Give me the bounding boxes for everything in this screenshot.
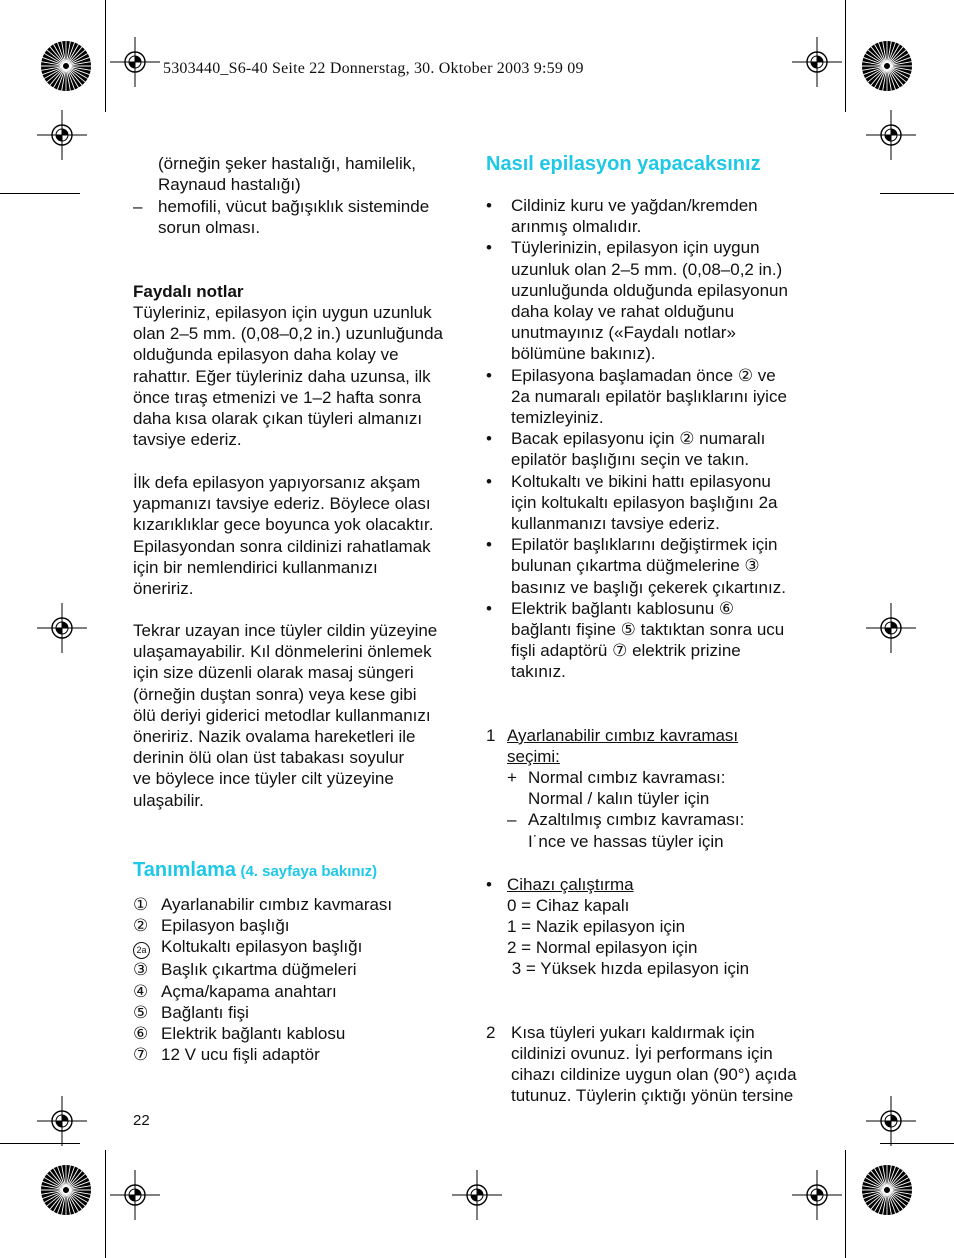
trim-line-right — [845, 0, 846, 112]
part-number: 2a — [133, 936, 161, 959]
registration-mark — [110, 37, 160, 87]
part-number: ⑤ — [133, 1002, 149, 1022]
intro-line: hemofili, vücut bağışıklık sisteminde — [158, 197, 430, 216]
description-page-ref: (4. sayfaya bakınız) — [240, 863, 378, 880]
step-2-line: cihazı cildinize uygun olan (90°) açıda — [511, 1065, 797, 1084]
print-slug-header: 5303440_S6-40 Seite 22 Donnerstag, 30. Oktober 2003 9:59 09 — [163, 60, 584, 77]
page-number: 22 — [133, 1112, 150, 1129]
step-2-line: cildinizi ovunuz. İyi performans için — [511, 1044, 773, 1063]
paragraph-line: Epilasyondan sonra cildinizi rahatlamak — [133, 536, 431, 556]
part-label: 12 V ucu fişli adaptör — [161, 1045, 320, 1065]
registration-mark — [37, 603, 87, 653]
bullet-line: Cildiniz kuru ve yağdan/kremden — [511, 196, 758, 215]
part-item — [133, 1023, 392, 1044]
registration-mark — [452, 1170, 502, 1220]
bullet-line: Koltukaltı ve bikini hattı epilasyonu — [511, 471, 771, 491]
notes-paragraph-2 — [133, 472, 433, 599]
paragraph-line: yapmanızı tavsiye ederiz. Böylece olası — [133, 494, 431, 514]
bullet-line: bölümüne bakınız). — [511, 344, 656, 364]
bullet-symbol: • — [486, 365, 492, 385]
starburst-mark-bottom-right — [861, 1164, 913, 1216]
bullet-line: fişli adaptörü ⑦ elektrik prizine — [511, 641, 741, 661]
bullet-line: epilatör başlığını seçin ve takın. — [511, 450, 750, 470]
part-label: Ayarlanabilir cımbız kavmarası — [161, 895, 393, 914]
part-label: Bağlantı fişi — [161, 1002, 249, 1022]
bullet-symbol: • — [486, 238, 492, 258]
bullet-line: Epilatör başlıklarını değiştirmek için — [511, 535, 778, 555]
preparation-bullet — [486, 237, 788, 364]
part-number: ⑥ — [133, 1024, 149, 1044]
bullet-line: Tüylerinizin, epilasyon için uygun — [511, 238, 760, 258]
preparation-bullet — [486, 365, 788, 429]
parts-list — [133, 894, 392, 1065]
paragraph-line: (örneğin duştan sonra) veya kese gibi — [133, 684, 417, 704]
switch-line: 0 = Cihaz kapalı — [507, 896, 630, 915]
bullet-line: takınız. — [511, 662, 566, 682]
paragraph-line: daha kısa olarak çıkan tüyleri almanızı — [133, 409, 423, 429]
intro-line: (örneğin şeker hastalığı, hamilelik, — [158, 154, 416, 173]
option-line: I˙nce ve hassas tüyler için — [528, 832, 724, 851]
paragraph-line: rahattır. Eğer tüyleriniz daha uzunsa, ilk — [133, 366, 431, 386]
part-item — [133, 915, 392, 936]
step-1-number: 1 — [486, 726, 496, 745]
bullet-line: Epilasyona başlamadan önce ② ve — [511, 365, 776, 385]
registration-mark — [866, 603, 916, 653]
paragraph-line: öneririz. — [133, 579, 194, 599]
bullet-symbol: • — [486, 471, 492, 491]
paragraph-line: olan 2–5 mm. (0,08–0,2 in.) uzunluğunda — [133, 324, 443, 344]
bullet-symbol: • — [486, 196, 492, 215]
trim-line-top-left — [0, 193, 80, 194]
paragraph-line: için size düzenli olarak masaj süngeri — [133, 663, 414, 683]
paragraph-line: ulaşamayabilir. Kıl dönmelerini önlemek — [133, 642, 432, 662]
paragraph-line: İlk defa epilasyon yapıyorsanız akşam — [133, 473, 421, 492]
bullet-line: bağlantı fişine ⑤ taktıktan sonra ucu — [511, 620, 785, 640]
step-2-line: tutunuz. Tüylerin çıktığı yönün tersine — [511, 1086, 794, 1105]
switch-title: Cihazı çalıştırma — [507, 875, 634, 894]
bullet-line: 2a numaralı epilatör başlıklarını iyice — [511, 386, 787, 406]
part-label: Epilasyon başlığı — [161, 916, 290, 936]
starburst-mark-top-right — [861, 40, 913, 92]
bullet-line: arınmış olmalıdır. — [511, 217, 642, 237]
notes-paragraph-3 — [133, 620, 437, 811]
option-sign: + — [507, 768, 517, 787]
starburst-mark-top-left — [40, 40, 92, 92]
paragraph-line: kızarıklıklar gece boyunca yok olacaktır. — [133, 515, 434, 535]
bullet-line: uzunluk olan 2–5 mm. (0,08–0,2 in.) — [511, 259, 783, 279]
option-line: Normal / kalın tüyler için — [528, 789, 710, 808]
paragraph-line: tavsiye ederiz. — [133, 430, 242, 450]
paragraph-line: önce tıraş etmenizi ve 1–2 hafta sonra — [133, 387, 422, 407]
registration-mark — [110, 1170, 160, 1220]
registration-mark — [37, 110, 87, 160]
bullet-line: Bacak epilasyonu için ② numaralı — [511, 429, 766, 449]
trim-line-left-bottom — [105, 1150, 106, 1258]
part-item — [133, 936, 392, 959]
paragraph-line: derinin ölü olan üst tabakası soyulur — [133, 748, 405, 768]
registration-mark — [37, 1096, 87, 1146]
step-1-title: Ayarlanabilir cımbız kavraması — [507, 726, 739, 745]
registration-mark — [792, 37, 842, 87]
part-item — [133, 959, 392, 980]
bullet-line: temizleyiniz. — [511, 408, 604, 428]
part-item — [133, 1044, 392, 1065]
part-number: ③ — [133, 960, 149, 980]
trim-line-left — [105, 0, 106, 112]
description-heading — [133, 859, 377, 882]
part-label: Açma/kapama anahtarı — [161, 981, 337, 1001]
part-item — [133, 981, 392, 1002]
bullet-symbol: • — [486, 598, 492, 618]
paragraph-line: için bir nemlendirici kullanmanızı — [133, 557, 378, 577]
bullet-line: kullanmanızı tavsiye ederiz. — [511, 514, 720, 534]
switch-line: 1 = Nazik epilasyon için — [507, 917, 686, 936]
switch-line: 2 = Normal epilasyon için — [507, 938, 698, 957]
option-line: Azaltılmış cımbız kavraması: — [528, 810, 745, 829]
how-to-heading: Nasıl epilasyon yapacaksınız — [486, 153, 761, 175]
paragraph-line: Tekrar uzayan ince tüyler cildin yüzeyine — [133, 621, 438, 640]
intro-line: sorun olması. — [158, 218, 261, 237]
bullet-line: bulunan çıkartma düğmelerine ③ — [511, 556, 760, 576]
bullet-line: Elektrik bağlantı kablosunu ⑥ — [511, 598, 735, 618]
notes-paragraph-1 — [133, 302, 443, 450]
starburst-mark-bottom-left — [40, 1164, 92, 1216]
registration-mark — [792, 1170, 842, 1220]
part-number: ② — [133, 916, 149, 936]
trim-line-top-right — [880, 193, 954, 194]
preparation-bullet — [486, 598, 788, 683]
step-2-line: Kısa tüyleri yukarı kaldırmak için — [511, 1023, 755, 1042]
paragraph-line: ulaşabilir. — [133, 790, 204, 810]
bullet-line: için koltukaltı epilasyon başlığını 2a — [511, 492, 778, 512]
bullet-line: basınız ve başlığı çekerek çıkartınız. — [511, 577, 786, 597]
step-2-number: 2 — [486, 1023, 496, 1042]
part-item — [133, 1002, 392, 1023]
bullet-symbol: • — [486, 535, 492, 555]
registration-mark — [866, 1096, 916, 1146]
paragraph-line: ve böylece ince tüyler cilt yüzeyine — [133, 769, 394, 789]
part-item — [133, 894, 392, 915]
paragraph-line: Tüyleriniz, epilasyon için uygun uzunluk — [133, 303, 432, 322]
registration-mark — [866, 110, 916, 160]
preparation-bullet — [486, 428, 788, 470]
bullet-line: unutmayınız («Faydalı notlar» — [511, 323, 736, 343]
intro-line: Raynaud hastalığı) — [158, 175, 301, 194]
step-1-title: seçimi: — [507, 747, 560, 766]
bullet-line: uzunluğunda olduğunda epilasyonun — [511, 280, 788, 300]
part-label: Başlık çıkartma düğmeleri — [161, 960, 357, 980]
preparation-bullets — [486, 195, 788, 683]
intro-dash: – — [133, 197, 143, 216]
preparation-bullet — [486, 195, 788, 237]
notes-heading: Faydalı notlar — [133, 282, 244, 301]
bullet-line: daha kolay ve rahat olduğunu — [511, 302, 735, 322]
part-number: ④ — [133, 981, 149, 1001]
part-number: ⑦ — [133, 1045, 149, 1065]
bullet-symbol: • — [486, 875, 492, 894]
paragraph-line: olduğunda epilasyon daha kolay ve — [133, 345, 399, 365]
paragraph-line: ölü deriyi giderici metodlar kullanmanızı — [133, 705, 431, 725]
switch-line: 3 = Yüksek hızda epilasyon için — [507, 959, 750, 978]
part-label: Koltukaltı epilasyon başlığı — [161, 937, 363, 957]
preparation-bullet — [486, 534, 788, 598]
part-number: ① — [133, 895, 149, 914]
bullet-symbol: • — [486, 429, 492, 449]
option-line: Normal cımbız kavraması: — [528, 768, 726, 787]
option-sign: – — [507, 810, 517, 829]
preparation-bullet — [486, 471, 788, 535]
trim-line-right-bottom — [845, 1150, 846, 1258]
paragraph-line: öneririz. Nazik ovalama hareketleri ile — [133, 727, 416, 747]
description-title: Tanımlama — [133, 859, 236, 881]
part-label: Elektrik bağlantı kablosu — [161, 1024, 346, 1044]
